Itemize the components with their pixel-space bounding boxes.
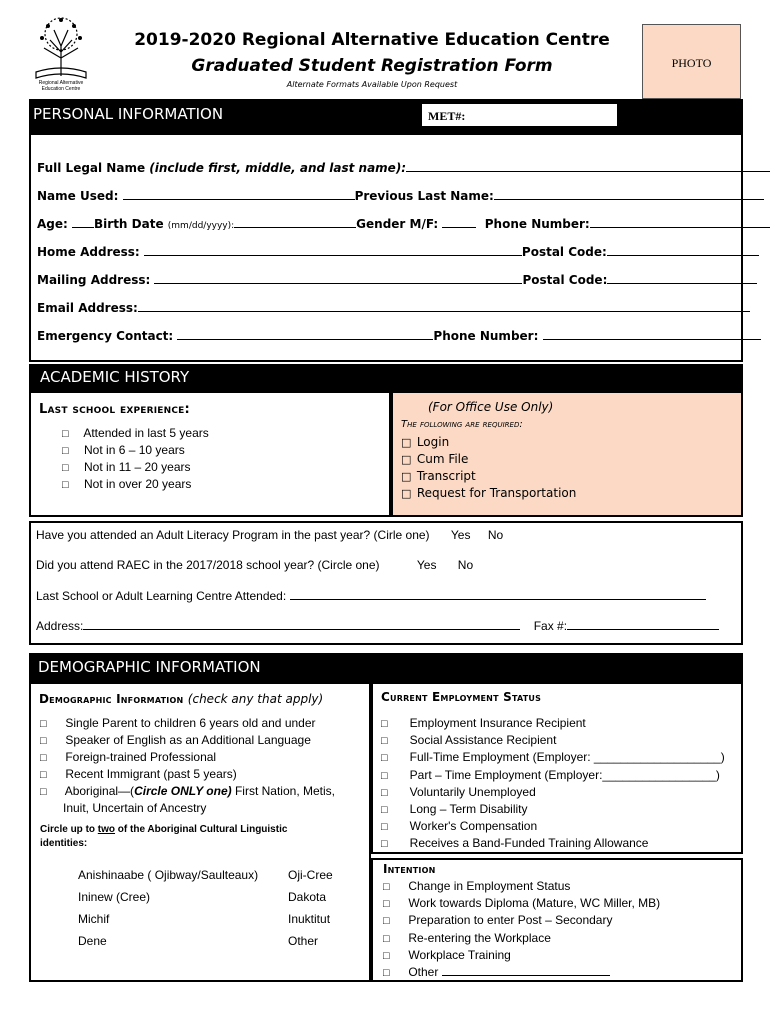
alternate-formats-note: Alternate Formats Available Upon Request [286,80,458,89]
age-row[interactable] [37,216,770,231]
demographic-item-label: Speaker of English as an Additional Language [65,733,311,747]
office-item[interactable] [401,485,576,502]
name-used-row[interactable] [37,188,764,203]
checkbox-icon[interactable]: □ [383,915,390,928]
intention-item-label: Preparation to enter Post – Secondary [408,913,613,928]
employment-item-label: Worker's Compensation [409,819,538,834]
office-required-label: The following are required: [401,419,523,430]
met-label: MET#: [428,109,466,123]
employment-item-label: Long – Term Disability [409,802,528,817]
demographic-item[interactable] [40,732,335,749]
employment-items [381,715,725,853]
intention-item-label: Change in Employment Status [408,879,571,893]
employment-item-label: Part – Time Employment (Employer:_________________) [409,767,720,782]
aboriginal-suffix: First Nation, Metis, [231,784,335,798]
demographic-heading: Demographic Information [39,692,184,706]
fax-label: Fax #: [533,619,568,633]
name-used-line[interactable] [123,188,355,200]
birth-date-format: (mm/dd/yyyy): [167,221,235,231]
checkbox-icon[interactable]: □ [381,786,388,799]
email-label: Email Address: [37,301,138,315]
emergency-phone-line[interactable] [543,328,761,340]
checkbox-icon[interactable]: □ [401,487,412,500]
language-option[interactable]: Inuktitut [288,912,331,926]
checkbox-icon[interactable]: □ [381,838,388,851]
intention-items [383,878,660,981]
literacy-question-row [36,528,503,542]
met-field[interactable] [421,103,618,127]
previous-last-name-line[interactable] [494,188,764,200]
language-option[interactable]: Ininew (Cree) [78,890,151,904]
checkbox-icon[interactable]: □ [381,804,388,817]
office-item[interactable] [401,468,576,485]
intention-item-label: Workplace Training [408,947,511,962]
checkbox-icon[interactable]: □ [381,769,388,782]
intention-item[interactable] [383,947,660,964]
circle-instruction [40,823,287,851]
employment-item-label: Voluntarily Unemployed [409,784,536,799]
employment-item[interactable] [381,767,725,784]
checkbox-icon[interactable]: □ [401,470,412,483]
last-school-line[interactable] [290,588,706,600]
checkbox-icon[interactable]: □ [401,436,412,449]
office-item-label: Login [416,435,450,449]
option-label: Not in 11 – 20 years [84,460,191,474]
checkbox-icon[interactable]: □ [381,735,388,748]
language-option[interactable]: Other [288,934,319,948]
checkbox-icon[interactable]: □ [40,769,47,781]
demographic-heading-row [39,690,323,708]
mailing-address-line[interactable] [154,272,522,284]
checkbox-icon[interactable]: □ [381,752,388,765]
option-not-11-20[interactable] [62,459,209,476]
checkbox-icon[interactable]: □ [62,428,69,440]
employment-item[interactable] [381,801,725,818]
demographic-item-aboriginal[interactable] [40,783,335,800]
photo-label: PHOTO [671,56,712,70]
option-label: Not in 6 – 10 years [84,443,185,457]
literacy-yes[interactable]: Yes [450,528,471,542]
office-items [401,434,576,502]
employment-item[interactable] [381,818,725,835]
employment-item-label: Employment Insurance Recipient [409,716,586,730]
circle-instruction-two: two [97,824,116,835]
aboriginal-bold: Circle ONLY one) [134,784,232,798]
demographic-item[interactable] [40,715,335,732]
demographic-item-label: Foreign-trained Professional [65,750,217,764]
academic-history-title: ACADEMIC HISTORY [40,368,190,386]
languages-right [288,864,333,952]
checkbox-icon[interactable]: □ [40,718,47,730]
name-used-label: Name Used: [37,189,119,203]
checkbox-icon[interactable]: □ [383,881,390,893]
emergency-line[interactable] [177,328,433,340]
age-line[interactable] [72,216,94,228]
birth-date-line[interactable] [234,216,356,228]
office-item[interactable] [401,434,576,451]
postal-code-label: Postal Code: [521,245,607,259]
emergency-row[interactable] [37,328,761,343]
demographic-hint: (check any that apply) [187,692,324,706]
demographic-title: DEMOGRAPHIC INFORMATION [38,658,261,676]
fax-line[interactable] [567,618,719,630]
language-option[interactable]: Michif [78,912,110,926]
demographic-item-label: Recent Immigrant (past 5 years) [65,767,237,781]
photo-box [642,24,741,99]
checkbox-icon[interactable]: □ [383,949,390,962]
employment-item[interactable] [381,835,725,852]
phone-line[interactable] [590,216,770,228]
option-label: Attended in last 5 years [83,426,209,440]
demographic-item-label: Single Parent to children 6 years old and under [65,716,316,730]
checkbox-icon[interactable]: □ [62,445,69,457]
languages-left [78,864,258,952]
last-school-label: Last School or Adult Learning Centre Attended: [36,589,287,603]
employment-heading: Current Employment Status [381,690,542,704]
intention-item[interactable] [383,878,660,895]
option-not-6-10[interactable] [62,442,209,459]
form-subtitle: Graduated Student Registration Form [191,56,553,76]
postal-code-label-2: Postal Code: [522,273,608,287]
employment-item[interactable] [381,784,725,801]
intention-heading: Intention [383,862,436,876]
last-school-heading: Last school experience: [39,402,190,417]
home-address-row[interactable] [37,244,759,259]
last-school-row[interactable] [36,588,706,603]
checkbox-icon[interactable]: □ [40,752,47,764]
gender-line[interactable] [442,216,476,228]
demographic-bar [29,653,743,682]
academic-history-bar [29,364,743,391]
checkbox-icon[interactable]: □ [383,898,390,911]
school-address-row[interactable] [36,618,719,633]
aboriginal-line-2: Inuit, Uncertain of Ancestry [63,801,207,815]
option-label: Not in over 20 years [84,477,192,491]
employment-item[interactable] [381,749,725,766]
phone-label: Phone Number: [484,217,590,231]
circle-instruction-line-2: identities: [40,838,88,849]
school-address-label: Address: [36,619,84,633]
employment-item-label: Social Assistance Recipient [409,733,557,748]
demographic-item[interactable] [40,749,335,766]
mailing-address-row[interactable] [37,272,757,287]
last-school-options [62,425,209,493]
aboriginal-prefix: Aboriginal—( [64,784,135,798]
employment-item-label: Receives a Band-Funded Training Allowance [409,836,649,851]
intention-item-label: Work towards Diploma (Mature, WC Miller, MB) [408,896,661,911]
office-item-label: Cum File [416,452,469,466]
checkbox-icon[interactable]: □ [40,735,47,747]
checkbox-icon[interactable]: □ [62,462,69,474]
checkbox-icon[interactable]: □ [383,967,390,980]
birth-date-label: Birth Date [94,217,164,231]
checkbox-icon[interactable]: □ [383,932,390,945]
office-item-label: Transcript [416,469,476,483]
email-line[interactable] [138,300,750,312]
postal-code-line-2[interactable] [607,272,757,284]
intention-item-other[interactable] [383,964,660,981]
employment-item[interactable] [381,732,725,749]
previous-last-name-label: Previous Last Name: [354,189,494,203]
language-option[interactable]: Dakota [288,890,327,904]
postal-code-line[interactable] [607,244,759,256]
age-label: Age: [37,217,68,231]
personal-info-bar [29,99,743,133]
gender-label: Gender M/F: [356,217,439,231]
language-option[interactable]: Oji-Cree [288,868,333,882]
logo-text: Regional Alternative Education Centre [38,80,84,92]
legal-name-hint: (include first, middle, and last name): [149,161,407,175]
mailing-address-label: Mailing Address: [37,273,151,287]
option-over-20[interactable] [62,476,209,493]
emergency-phone-label: Phone Number: [433,329,539,343]
personal-info-title: PERSONAL INFORMATION [33,105,224,123]
intention-other-label: Other [408,965,439,980]
employment-item-label: Full-Time Employment (Employer: ___________________) [409,750,725,765]
literacy-no[interactable]: No [487,528,504,542]
office-item[interactable] [401,451,576,468]
demographic-item[interactable] [40,766,335,783]
checkbox-icon[interactable]: □ [40,786,47,798]
intention-item-label: Re-entering the Workplace [408,930,551,945]
literacy-question: Have you attended an Adult Literacy Program in the past year? (Cirle one) [36,528,430,542]
checkbox-icon[interactable]: □ [381,718,388,730]
language-option[interactable]: Dene [78,934,107,948]
legal-name-label: Full Legal Name [37,161,146,175]
logo [30,12,92,92]
option-attended-5[interactable] [62,425,209,442]
legal-name-row[interactable] [37,160,770,175]
office-item-label: Request for Transportation [416,486,577,500]
form-title: 2019-2020 Regional Alternative Education Centre [134,30,610,50]
email-row[interactable] [37,300,750,315]
intention-item[interactable] [383,930,660,947]
intention-item[interactable] [383,895,660,912]
circle-instruction-a: Circle up to [40,824,98,835]
demographic-items [40,715,335,816]
language-option[interactable]: Anishinaabe ( Ojibway/Saulteaux) [78,868,259,882]
raec-question-row [36,558,473,572]
emergency-label: Emergency Contact: [37,329,174,343]
legal-name-line[interactable] [406,160,770,172]
office-use-heading: (For Office Use Only) [428,400,554,414]
school-address-line[interactable] [83,618,520,630]
intention-other-line[interactable] [442,964,610,976]
home-address-label: Home Address: [37,245,140,259]
raec-question: Did you attend RAEC in the 2017/2018 school year? (Circle one) [36,558,380,572]
intention-item[interactable] [383,912,660,929]
raec-yes[interactable]: Yes [416,558,437,572]
circle-instruction-b: of the Aboriginal Cultural Linguistic [115,824,288,835]
home-address-line[interactable] [144,244,522,256]
raec-no[interactable]: No [457,558,474,572]
checkbox-icon[interactable]: □ [401,453,412,466]
employment-item[interactable] [381,715,725,732]
checkbox-icon[interactable]: □ [62,479,69,491]
checkbox-icon[interactable]: □ [381,821,388,834]
